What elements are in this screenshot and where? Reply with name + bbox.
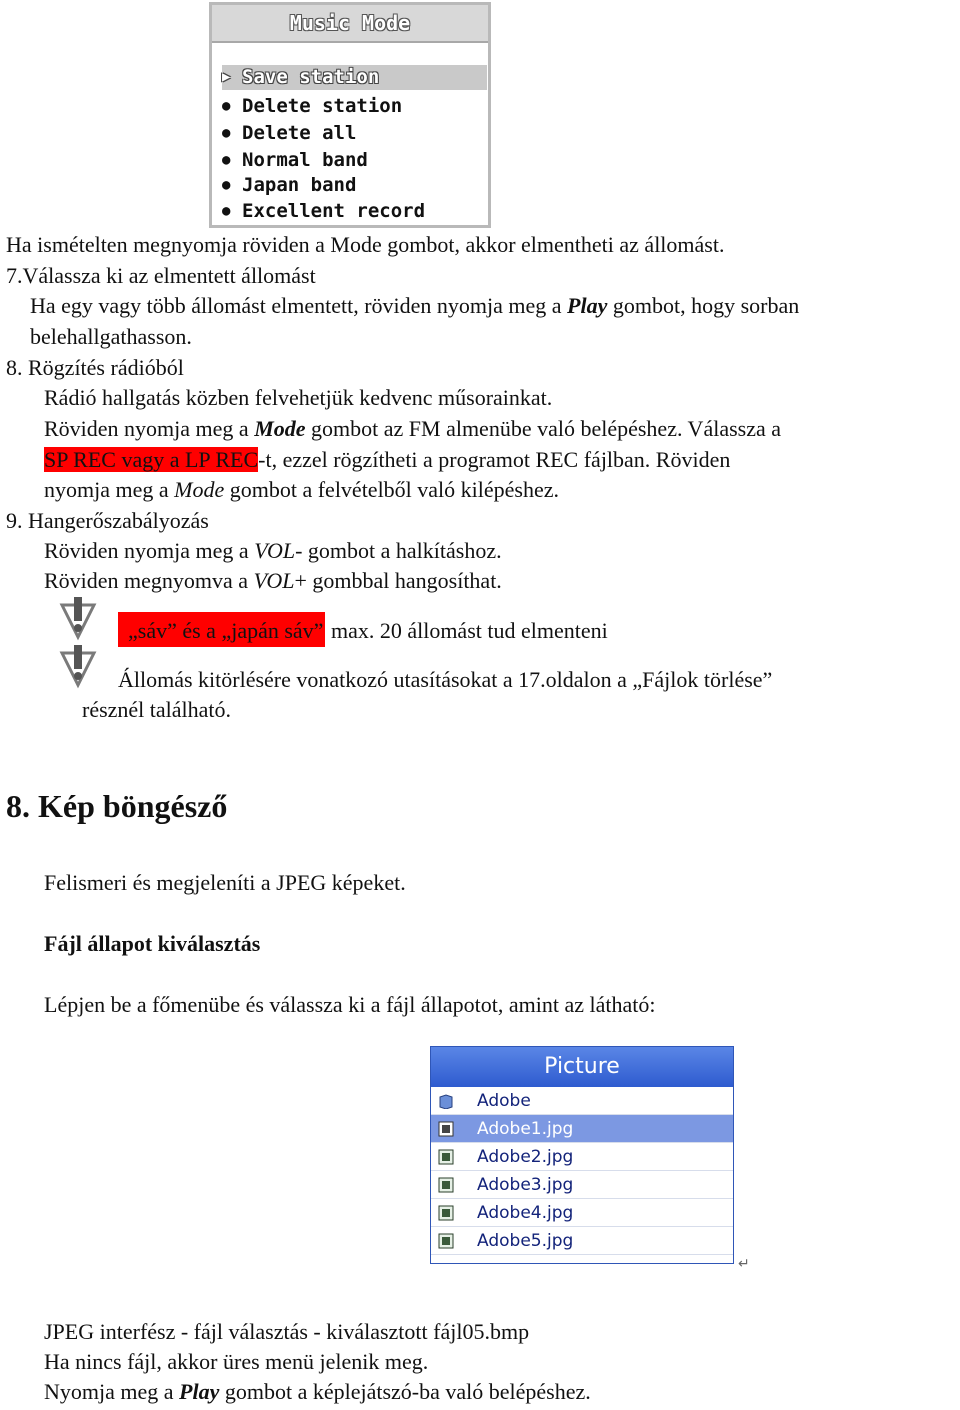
paragraph-main-menu: Lépjen be a főmenübe és válassza ki a fájl állapotot, amint az látható: [44, 992, 656, 1017]
paragraph-empty-menu: Ha nincs fájl, akkor üres menü jelenik meg. [44, 1349, 429, 1374]
paragraph-play-station-end: belehallgathasson. [30, 324, 192, 349]
note-band-capacity: „sáv” és a „japán sáv” max. 20 állomást tud elmenteni [118, 616, 608, 646]
image-file-icon [438, 1177, 454, 1193]
image-file-icon [438, 1205, 454, 1221]
paragraph-save-station: Ha ismételten megnyomja röviden a Mode gombot, akkor elmentheti az állomást. [6, 232, 725, 257]
step-9-title: 9. Hangerőszabályozás [6, 508, 209, 533]
paragraph-record-rec: SP REC vagy a LP REC-t, ezzel rögzítheti a programot REC fájlban. Röviden [44, 447, 731, 472]
step-8-title: 8. Rögzítés rádióból [6, 355, 184, 380]
paragraph-play-picture: Nyomja meg a Play gombot a képlejátszó-ba való belépéshez. [44, 1379, 591, 1404]
folder-icon [438, 1093, 454, 1109]
paragraph-volume-down: Röviden nyomja meg a VOL- gombot a halkításhoz. [44, 538, 502, 563]
music-menu-title: Music Mode [212, 5, 488, 43]
warning-exclamation-icon [58, 597, 98, 641]
paragraph-record-intro: Rádió hallgatás közben felvehetjük kedvenc műsorainkat. [44, 385, 553, 410]
bullet-icon: ● [222, 152, 231, 168]
highlight-band-names: „sáv” és a „japán sáv” [118, 612, 325, 647]
bullet-icon: ● [222, 203, 231, 219]
image-file-icon [438, 1121, 454, 1137]
image-file-icon [438, 1233, 454, 1249]
bullet-icon: ● [222, 125, 231, 141]
picture-menu-item-adobe4[interactable]: Adobe4.jpg [431, 1199, 733, 1227]
image-file-icon [438, 1149, 454, 1165]
music-menu-item-delete-all[interactable]: ● Delete all [222, 122, 357, 144]
note-delete-instructions-end: résznél található. [82, 697, 232, 722]
bullet-icon: ● [222, 177, 231, 193]
bullet-icon: ● [222, 98, 231, 114]
picture-menu-item-adobe3[interactable]: Adobe3.jpg [431, 1171, 733, 1199]
music-menu-item-japan-band[interactable]: ● Japan band [222, 174, 357, 196]
music-menu-item-normal-band[interactable]: ● Normal band [222, 149, 368, 171]
picture-menu-item-adobe[interactable]: Adobe [431, 1087, 733, 1115]
paragraph-jpeg-interface: JPEG interfész - fájl választás - kiválasztott fájl05.bmp [44, 1319, 530, 1344]
warning-exclamation-icon [58, 645, 98, 689]
picture-menu-title: Picture [431, 1047, 733, 1087]
paragraph-record-mode: Röviden nyomja meg a Mode gombot az FM almenübe való belépéshez. Válassza a [44, 416, 782, 441]
selected-arrow-icon: ▶ [222, 69, 231, 85]
step-7-title: 7.Válassza ki az elmentett állomást [6, 263, 316, 288]
music-mode-menu [209, 2, 491, 228]
music-menu-item-save-station[interactable]: ▶ Save station [222, 65, 487, 90]
picture-menu-item-adobe5[interactable]: Adobe5.jpg [431, 1227, 733, 1255]
section-heading-picture-browser: 8. Kép böngésző [6, 788, 228, 824]
return-mark-icon: ↵ [738, 1256, 750, 1272]
music-menu-item-excellent-record[interactable]: ● Excellent record [222, 200, 426, 222]
picture-menu [430, 1046, 734, 1264]
picture-menu-item-adobe1[interactable]: Adobe1.jpg [431, 1115, 733, 1143]
highlight-sp-lp-rec: SP REC vagy a LP REC [44, 447, 259, 472]
paragraph-volume-up: Röviden megnyomva a VOL+ gombbal hangosíthat. [44, 568, 502, 593]
picture-menu-item-adobe2[interactable]: Adobe2.jpg [431, 1143, 733, 1171]
paragraph-play-station: Ha egy vagy több állomást elmentett, röviden nyomja meg a Play gombot, hogy sorban [30, 293, 800, 318]
note-delete-instructions: Állomás kitörlésére vonatkozó utasításokat a 17.oldalon a „Fájlok törlése” [118, 667, 773, 692]
subheading-file-state: Fájl állapot kiválasztás [44, 931, 261, 956]
music-menu-item-delete-station[interactable]: ● Delete station [222, 95, 403, 117]
paragraph-jpeg: Felismeri és megjeleníti a JPEG képeket. [44, 870, 406, 895]
paragraph-record-exit: nyomja meg a Mode gombot a felvételből való kilépéshez. [44, 477, 560, 502]
